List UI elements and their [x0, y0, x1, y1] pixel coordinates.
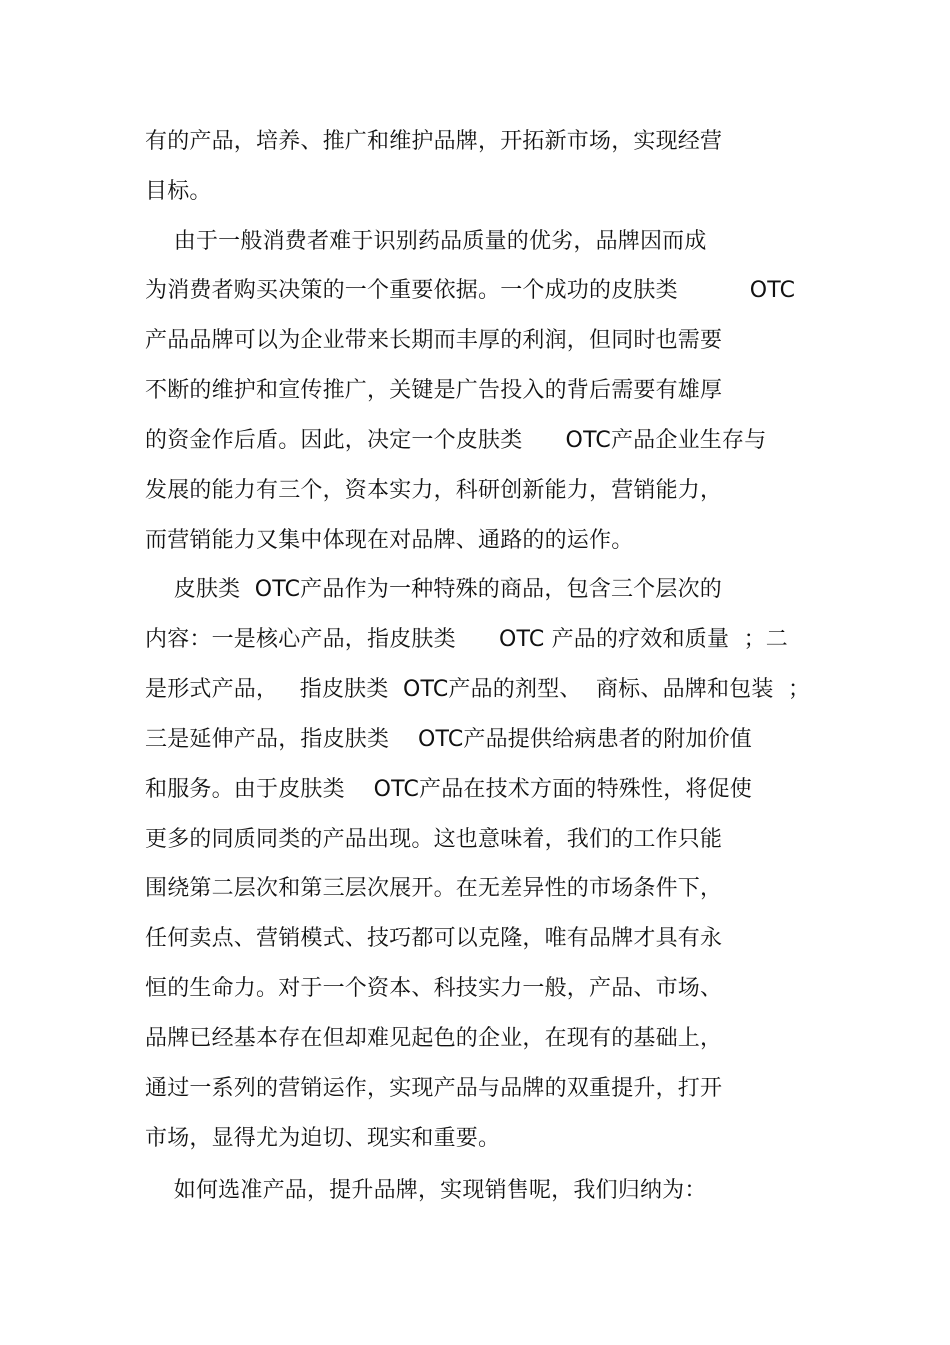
text-line: 如何选准产品，提升品牌，实现销售呢，我们归纳为：	[145, 1178, 707, 1203]
text-line: 不断的维护和宣传推广，关键是广告投入的背后需要有雄厚	[145, 378, 723, 403]
text-line: 有的产品，培养、推广和维护品牌，开拓新市场，实现经营	[145, 129, 723, 154]
text-line: 任何卖点、营销模式、技巧都可以克隆，唯有品牌才具有永	[145, 926, 723, 951]
text-line: 发展的能力有三个，资本实力，科研创新能力，营销能力，	[145, 478, 723, 503]
text-line: 的资金作后盾。因此，决定一个皮肤类 OTC产品企业生存与	[145, 428, 767, 453]
text-line: 和服务。由于皮肤类 OTC产品在技术方面的特殊性，将促使	[145, 777, 753, 802]
text-line: 皮肤类 OTC产品作为一种特殊的商品，包含三个层次的	[145, 577, 722, 602]
text-line: 更多的同质同类的产品出现。这也意味着，我们的工作只能	[145, 827, 723, 852]
text-line: 由于一般消费者难于识别药品质量的优劣，品牌因而成	[145, 229, 707, 254]
text-line: 三是延伸产品，指皮肤类 OTC产品提供给病患者的附加价值	[145, 727, 753, 752]
text-line: 市场，显得尤为迫切、现实和重要。	[145, 1126, 501, 1151]
text-line: 目标。	[145, 179, 212, 204]
text-line: 恒的生命力。对于一个资本、科技实力一般，产品、市场、	[145, 976, 723, 1001]
text-line: 是形式产品， 指皮肤类 OTC产品的剂型、 商标、品牌和包装 ；	[145, 677, 811, 702]
text-line: 产品品牌可以为企业带来长期而丰厚的利润，但同时也需要	[145, 328, 723, 353]
text-line: 围绕第二层次和第三层次展开。在无差异性的市场条件下，	[145, 876, 723, 901]
text-line: 而营销能力又集中体现在对品牌、通路的的运作。	[145, 528, 634, 553]
text-line: 品牌已经基本存在但却难见起色的企业，在现有的基础上，	[145, 1026, 723, 1051]
text-line: 通过一系列的营销运作，实现产品与品牌的双重提升，打开	[145, 1076, 723, 1101]
text-line: 内容：一是核心产品，指皮肤类 OTC 产品的疗效和质量 ；二	[145, 627, 788, 652]
text-line: 为消费者购买决策的一个重要依据。一个成功的皮肤类 OTC	[145, 278, 796, 303]
